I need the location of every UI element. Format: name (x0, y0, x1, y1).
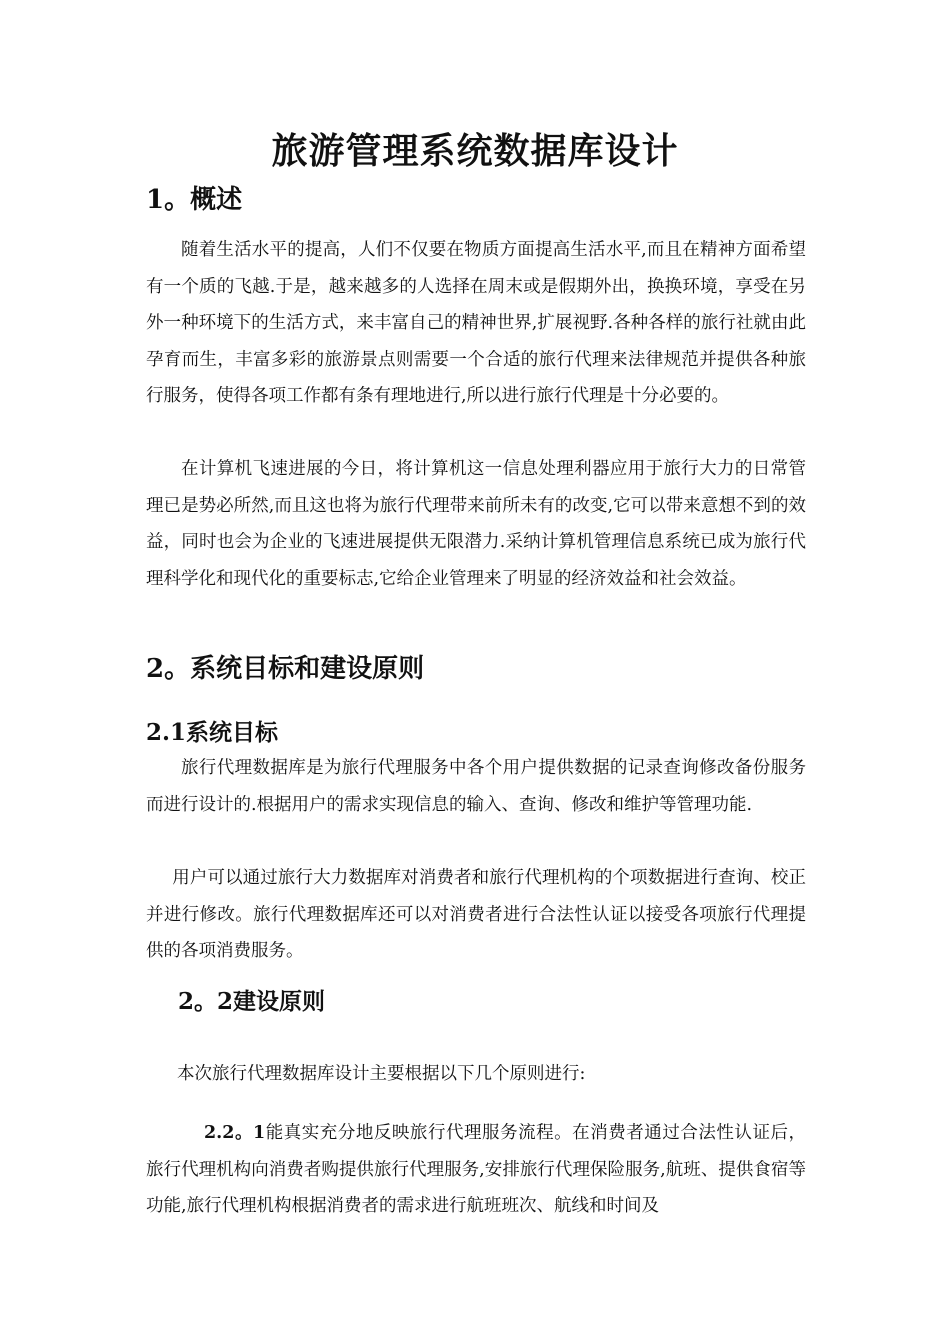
section-2-2-intro: 本次旅行代理数据库设计主要根据以下几个原则进行: (177, 1064, 586, 1084)
section-2-2-item (146, 1115, 806, 1225)
section-2-heading: 2。系统目标和建设原则 (146, 654, 425, 684)
section-1-paragraph-2: 在计算机飞速进展的今日，将计算机这一信息处理利器应用于旅行大力的日常管理已是势必所然,而且这也将为旅行代理带来前所未有的改变,它可以带来意想不到的效益，同时也会为企业的飞速进展提供无限潜力.采纳计算机管理信息系统已成为旅行代理科学化和现代化的重要标志,它给企业管理来了明显的经济效益和社会效益。 (146, 459, 806, 589)
document-title: 旅游管理系统数据库设计 (271, 130, 679, 172)
section-2-1-paragraph-2: 用户可以通过旅行大力数据库对消费者和旅行代理机构的个项数据进行查询、校正并进行修改。旅行代理数据库还可以对消费者进行合法性认证以接受各项旅行代理提供的各项消费服务。 (146, 868, 806, 961)
section-2-2-heading: 2。2建设原则 (178, 988, 326, 1015)
section-2-1-heading: 2.1系统目标 (146, 719, 279, 746)
item-text: 能真实充分地反映旅行代理服务流程。在消费者通过合法性认证后，旅行代理机构向消费者购提供旅行代理服务,安排旅行代理保险服务,航班、提供食宿等功能,旅行代理机构根据消费者的需求进行航班班次、航线和时间及 (146, 1123, 807, 1216)
item-number: 2.2。1 (204, 1123, 266, 1143)
section-1-paragraph-1: 随着生活水平的提高，人们不仅要在物质方面提高生活水平,而且在精神方面希望有一个质的飞越.于是，越来越多的人选择在周末或是假期外出，换换环境，享受在另外一种环境下的生活方式，来丰富自己的精神世界,扩展视野.各种各样的旅行社就由此孕育而生，丰富多彩的旅游景点则需要一个合适的旅行代理来法律规范并提供各种旅行服务，使得各项工作都有条有理地进行,所以进行旅行代理是十分必要的。 (146, 240, 806, 406)
section-2-1-paragraph-1: 旅行代理数据库是为旅行代理服务中各个用户提供数据的记录查询修改备份服务而进行设计的.根据用户的需求实现信息的输入、查询、修改和维护等管理功能. (146, 758, 806, 815)
section-1-heading: 1。概述 (146, 185, 243, 215)
